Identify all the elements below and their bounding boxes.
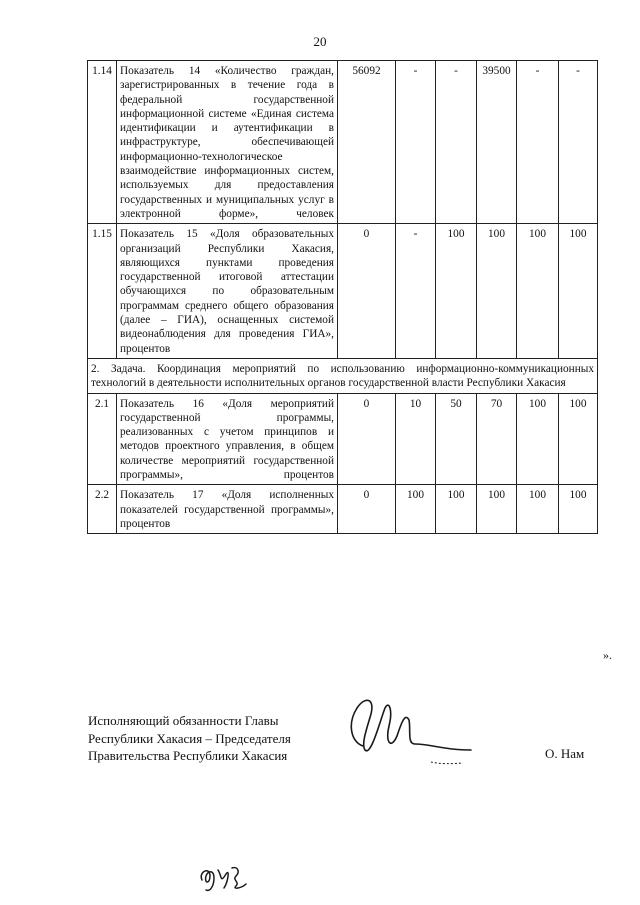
table-row — [88, 485, 598, 534]
table-row — [88, 358, 598, 393]
indicators-table — [87, 60, 598, 534]
value-cell: 100 — [517, 224, 559, 359]
value-cell: 100 — [559, 485, 598, 534]
value-cell: - — [396, 224, 436, 359]
handwritten-signature — [335, 684, 475, 774]
value-cell: 100 — [477, 485, 517, 534]
row-number: 2.1 — [88, 393, 117, 485]
value-cell: 70 — [477, 393, 517, 485]
table-row — [88, 393, 598, 485]
value-cell: 100 — [517, 393, 559, 485]
signatory-name: О. Нам — [545, 746, 585, 761]
row-number: 2.2 — [88, 485, 117, 534]
table-row — [88, 61, 598, 224]
task-heading: 2. Задача. Координация мероприятий по использованию информационно-коммуникационных технологий в деятельности исполнительных органов государственной власти Республики Хакасия — [88, 358, 598, 393]
value-cell: 100 — [436, 224, 477, 359]
closing-quote: ». — [603, 648, 612, 662]
value-cell: 0 — [338, 393, 396, 485]
row-number: 1.14 — [88, 61, 117, 224]
handwritten-initials — [196, 858, 256, 894]
value-cell: 100 — [396, 485, 436, 534]
value-cell: 50 — [436, 393, 477, 485]
value-cell: 100 — [559, 224, 598, 359]
value-cell: - — [517, 61, 559, 224]
indicator-name: Показатель 16 «Доля мероприятий государственной программы, реализованных с учетом принципов и методов проектного управления, в общем количестве мероприятий государственной программы», процентов — [117, 393, 338, 485]
value-cell: 0 — [338, 485, 396, 534]
indicator-name: Показатель 17 «Доля исполненных показателей государственной программы», процентов — [117, 485, 338, 534]
value-cell: 100 — [436, 485, 477, 534]
signatory-title-line: Республики Хакасия – Председателя — [88, 730, 291, 746]
value-cell: - — [436, 61, 477, 224]
value-cell: 100 — [477, 224, 517, 359]
value-cell: 0 — [338, 224, 396, 359]
row-number: 1.15 — [88, 224, 117, 359]
signatory-title-line: Правительства Республики Хакасия — [88, 748, 288, 763]
value-cell: 10 — [396, 393, 436, 485]
table-row — [88, 224, 598, 359]
value-cell: - — [559, 61, 598, 224]
value-cell: - — [396, 61, 436, 224]
signatory-title-line: Исполняющий обязанности Главы — [88, 713, 279, 728]
indicator-name: Показатель 14 «Количество граждан, зарегистрированных в течение года в федеральной государственной информационной системе «Единая система идентификации и аутентификации в инфраструктуре, обеспечивающей информационно-технологическое взаимодействие информационных систем, используемых для предоставления государственных и муниципальных услуг в электронной форме», человек — [117, 61, 338, 224]
page-number: 20 — [313, 34, 327, 49]
indicator-name: Показатель 15 «Доля образовательных организаций Республики Хакасия, являющихся пунктами проведения государственной итоговой аттестации обучающихся по образовательным программам среднего общего образования (далее – ГИА), оснащенных системой видеонаблюдения для проведения ГИА», процентов — [117, 224, 338, 359]
value-cell: 100 — [517, 485, 559, 534]
value-cell: 100 — [559, 393, 598, 485]
signatory-title — [88, 712, 291, 765]
value-cell: 56092 — [338, 61, 396, 224]
value-cell: 39500 — [477, 61, 517, 224]
